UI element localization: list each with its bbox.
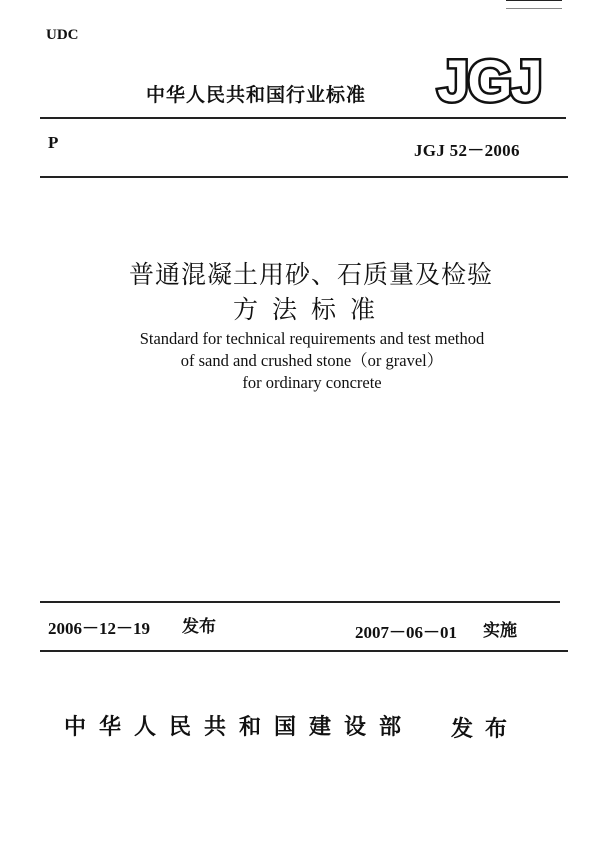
issue-label: 发布 xyxy=(182,617,216,637)
title-english-line3: for ordinary concrete xyxy=(242,373,382,392)
implementation-date: 2007－06－01 xyxy=(355,623,457,642)
title-english-line2: of sand and crushed stone（or gravel） xyxy=(180,351,444,370)
logo-text: JGJ xyxy=(437,49,541,110)
dates-divider-top xyxy=(40,601,560,603)
standard-number: JGJ 52－2006 xyxy=(414,141,520,160)
number-divider xyxy=(40,176,568,178)
implementation-label: 实施 xyxy=(483,621,517,641)
top-edge-mark xyxy=(506,0,562,1)
issuing-ministry: 中华人民共和国建设部 xyxy=(64,715,415,740)
title-english xyxy=(0,328,600,394)
classification-code: P xyxy=(48,133,59,152)
issue-date: 2006－12－19 xyxy=(48,619,150,638)
header-divider xyxy=(40,117,566,119)
title-chinese-line2: 方法标准 xyxy=(232,295,389,324)
publish-label: 发布 xyxy=(451,717,520,742)
title-chinese-line1: 普通混凝土用砂、石质量及检验 xyxy=(128,260,493,289)
udc-label: UDC xyxy=(46,27,79,43)
industry-standard-label: 中华人民共和国行业标准 xyxy=(146,84,367,106)
top-edge-mark xyxy=(506,8,562,9)
jgj-logo xyxy=(435,46,543,110)
title-english-line1: Standard for technical requirements and test method xyxy=(139,329,485,348)
dates-divider-bottom xyxy=(40,650,568,652)
